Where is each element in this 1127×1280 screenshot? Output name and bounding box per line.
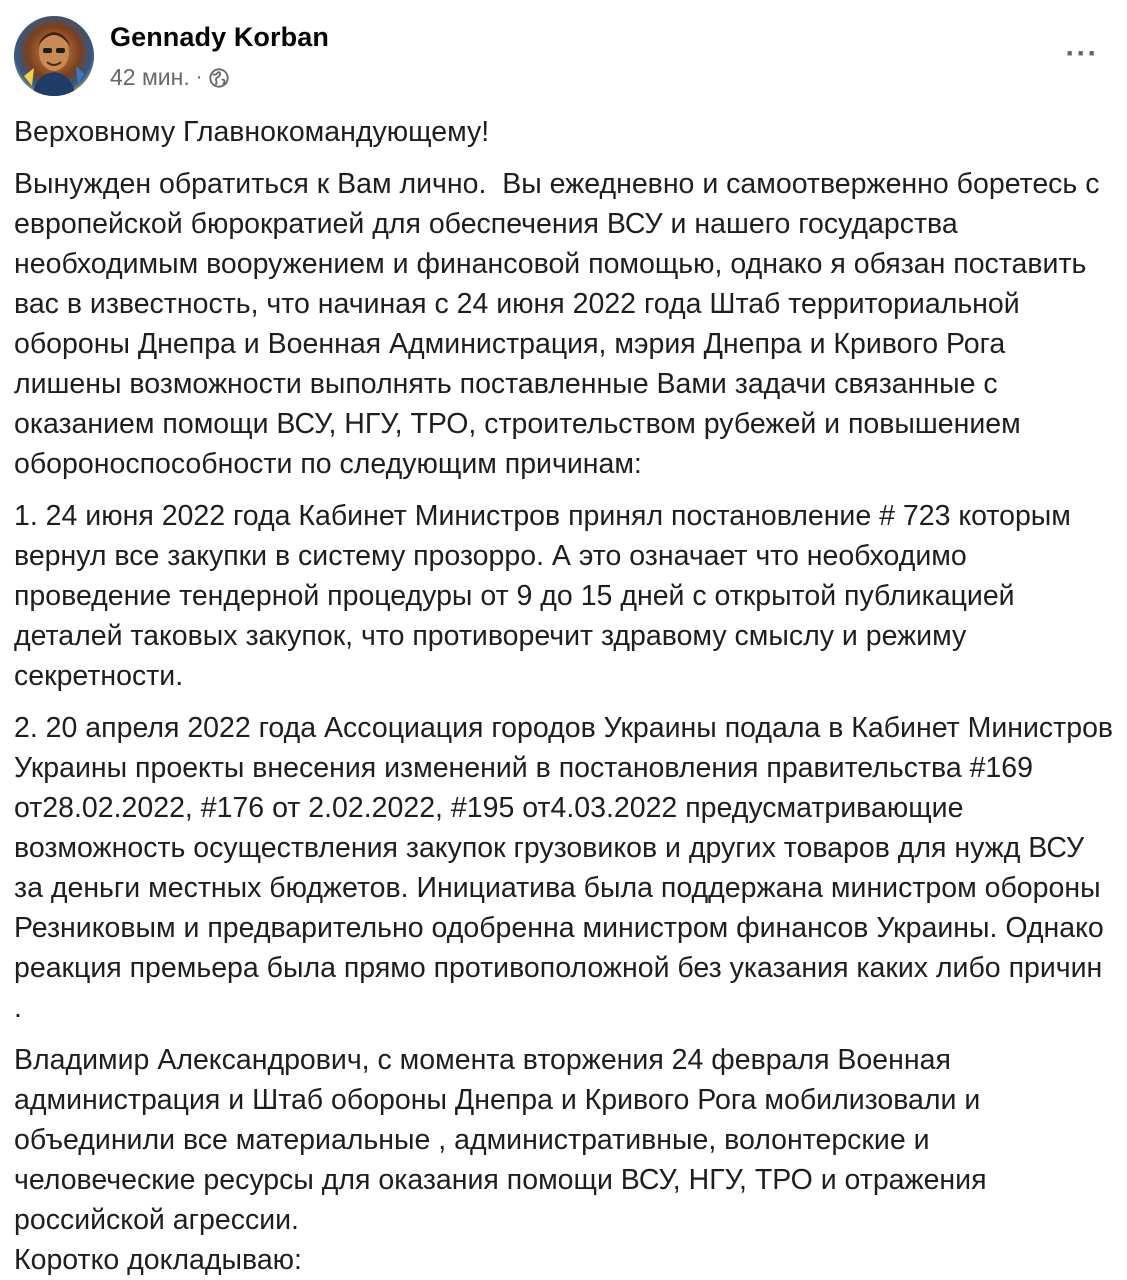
post-paragraph-4: 2. 20 апреля 2022 года Ассоциация городов Украины подала в Кабинет Министров Украины проекты внесения изменений в постановления правительства #169 от28.02.2022, #176 от 2.02.2022, #195 от4.03.2022 предусматривающие возможность осуществления закупок грузовиков и других товаров для нужд ВСУ за деньги местных бюджетов. Инициатива была поддержана министром обороны Резниковым и предварительно одобренна министром финансов Украины. Однако реакция премьера была прямо противоположной без указания каких либо причин .	[14, 712, 1121, 1024]
globe-icon[interactable]	[208, 67, 230, 89]
post-header	[14, 16, 1114, 102]
post-paragraph-2: Вынужден обратиться к Вам лично. Вы ежедневно и самоотверженно боретесь с европейской бюрократией для обеспечения ВСУ и нашего государства необходимым вооружением и финансовой помощью, однако я обязан поставить вас в известность, что начиная с 24 июня 2022 года Штаб территориальной обороны Днепра и Военная Администрация, мэрия Днепра и Кривого Рога лишены возможности выполнять поставленные Вами задачи связанные с оказанием помощи ВСУ, НГУ, ТРО, строительством рубежей и повышением обороноспособности по следующим причинам:	[14, 168, 1108, 480]
post-meta	[110, 64, 230, 91]
post-paragraph-6: Коротко докладываю:	[14, 1244, 302, 1276]
author-name-link[interactable]: Gennady Korban	[110, 22, 329, 52]
post-paragraph-1: Верховному Главнокомандующему!	[14, 116, 490, 148]
post-paragraph-5: Владимир Александрович, с момента вторжения 24 февраля Военная администрация и Штаб обороны Днепра и Кривого Рога мобилизовали и объединили все материальные , административные, волонтерские и человеческие ресурсы для оказания помощи ВСУ, НГУ, ТРО и отражения российской агрессии.	[14, 1044, 995, 1236]
more-options-icon: ···	[1065, 37, 1099, 70]
post-timestamp-link[interactable]: 42 мин.	[110, 64, 190, 90]
avatar-portrait-icon	[14, 16, 94, 96]
more-options-button[interactable]	[1058, 34, 1106, 74]
post-paragraph-3: 1. 24 июня 2022 года Кабинет Министров принял постановление # 723 которым вернул все закупки в систему прозорро. А это означает что необходимо проведение тендерной процедуры от 9 до 15 дней с открытой публикацией деталей таковых закупок, что противоречит здравому смыслу и режиму секретности.	[14, 500, 1079, 692]
author-avatar[interactable]	[14, 16, 94, 96]
meta-separator: ·	[195, 66, 203, 88]
post-body	[14, 112, 1121, 1280]
